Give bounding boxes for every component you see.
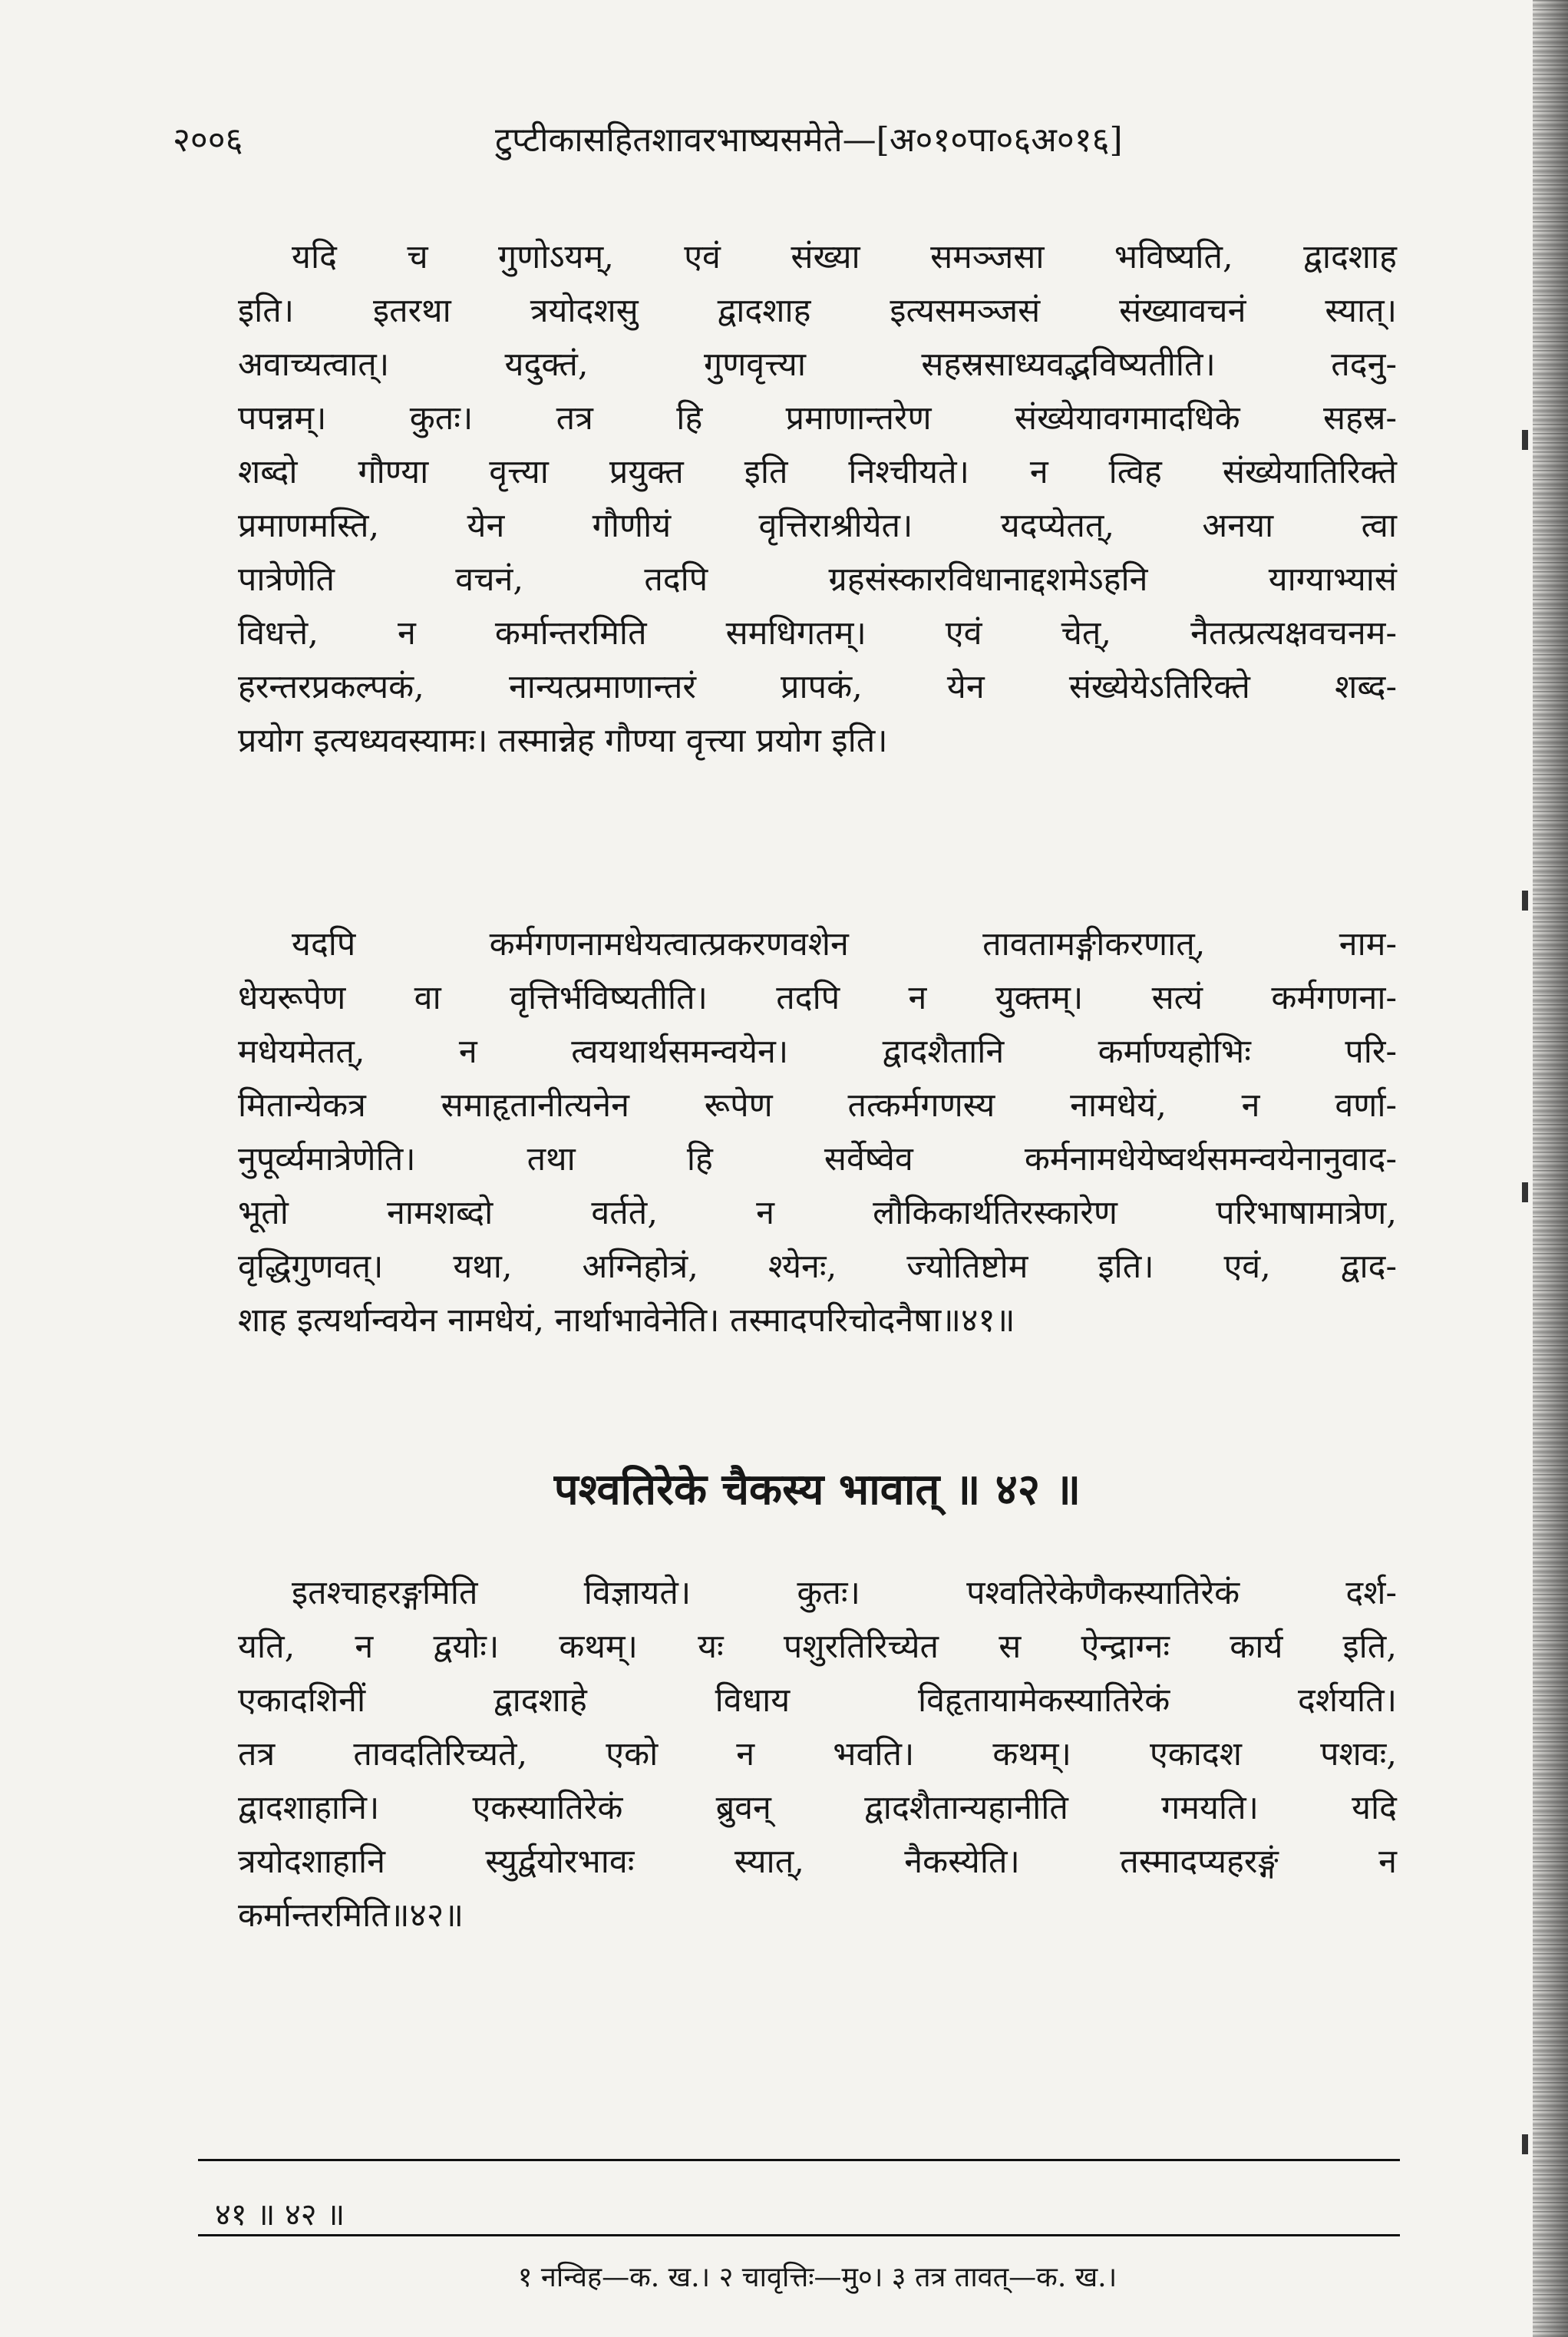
- bhashya-paragraph-3: [238, 1566, 1397, 1942]
- text-line: वृद्धिगुणवत्। यथा, अग्निहोत्रं, श्येनः, ज्योतिष्टोम इति। एवं, द्वाद-: [238, 1248, 1397, 1286]
- text-line: इति। इतरथा त्रयोदशसु द्वादशाह इत्यसमञ्जसं संख्यावचनं स्यात्।: [238, 292, 1397, 330]
- page-header: [173, 115, 1401, 177]
- text-line: यदि च गुणोऽयम्, एवं संख्या समञ्जसा भविष्यति, द्वादशाह: [292, 238, 1397, 276]
- sutra-references: ४१ ॥ ४२ ॥: [215, 2197, 345, 2233]
- text-line: विधत्ते, न कर्मान्तरमिति समधिगतम्। एवं चेत्, नैतत्प्रत्यक्षवचनम-: [238, 614, 1397, 653]
- divider: [198, 2159, 1400, 2161]
- divider: [198, 2234, 1400, 2236]
- text-line: इतश्चाहरङ्गमिति विज्ञायते। कुतः। पश्वतिरेकेणैकस्यातिरेकं दर्श-: [292, 1574, 1397, 1612]
- text-line: अवाच्यत्वात्। यदुक्तं, गुणवृत्त्या सहस्रसाध्यवद्भविष्यतीति। तदनु-: [238, 345, 1397, 384]
- text-line: शाह इत्यर्थान्वयेन नामधेयं, नार्थाभावेनेति। तस्मादपरिचोदनैषा॥४१॥: [238, 1301, 1015, 1340]
- text-line: यति, न द्वयोः। कथम्। यः पशुरतिरिच्येत स ऐन्द्राग्नः कार्य इति,: [238, 1628, 1397, 1666]
- page-number: २००६: [173, 121, 243, 160]
- sutra-heading: पश्वतिरेके चैकस्य भावात् ॥ ४२ ॥: [553, 1464, 1081, 1515]
- text-line: भूतो नामशब्दो वर्तते, न लौकिकार्थतिरस्कारेण परिभाषामात्रेण,: [238, 1194, 1397, 1232]
- text-line: प्रमाणमस्ति, येन गौणीयं वृत्तिराश्रीयेत। यदप्येतत्, अनया त्वा: [238, 507, 1397, 545]
- edge-mark: [1522, 1182, 1528, 1202]
- text-line: मितान्येकत्र समाहृतानीत्यनेन रूपेण तत्कर्मगणस्य नामधेयं, न वर्णा-: [238, 1086, 1397, 1125]
- text-line: हरन्तरप्रकल्पकं, नान्यत्प्रमाणान्तरं प्रापकं, येन संख्येयेऽतिरिक्ते शब्द-: [238, 668, 1397, 706]
- text-line: पपन्नम्। कुतः। तत्र हि प्रमाणान्तरेण संख्येयावगमादधिके सहस्र-: [238, 399, 1397, 438]
- text-line: एकादशिनीं द्वादशाहे विधाय विहृतायामेकस्यातिरेकं दर्शयति।: [238, 1681, 1397, 1720]
- edge-mark: [1522, 891, 1528, 911]
- edge-mark: [1522, 430, 1528, 450]
- text-line: नुपूर्व्यमात्रेणेति। तथा हि सर्वेष्वेव कर्मनामधेयेष्वर्थसमन्वयेनानुवाद-: [238, 1140, 1397, 1178]
- text-line: कर्मान्तरमिति॥४२॥: [238, 1896, 464, 1935]
- footnote: १ नन्विह—क. ख.। २ चावृत्तिः—मु०। ३ तत्र तावत्—क. ख.।: [517, 2262, 1117, 2293]
- scanned-page-edge: [1533, 0, 1568, 2337]
- text-line: तत्र तावदतिरिच्यते, एको न भवति। कथम्। एकादश पशवः,: [238, 1735, 1397, 1773]
- text-line: त्रयोदशाहानि स्युर्द्वयोरभावः स्यात्, नैकस्येति। तस्मादप्यहरङ्गं न: [238, 1843, 1397, 1881]
- text-line: प्रयोग इत्यध्यवस्यामः। तस्मान्नेह गौण्या वृत्त्या प्रयोग इति।: [238, 722, 888, 760]
- text-line: शब्दो गौण्या वृत्त्या प्रयुक्त इति निश्चीयते। न त्विह संख्येयातिरिक्ते: [238, 453, 1397, 491]
- running-title: टुप्टीकासहितशावरभाष्यसमेते—[अ०१०पा०६अ०१६]: [495, 121, 1123, 160]
- text-line: धेयरूपेण वा वृत्तिर्भविष्यतीति। तदपि न युक्तम्। सत्यं कर्मगणना-: [238, 979, 1397, 1017]
- edge-mark: [1522, 2134, 1528, 2154]
- text-line: पात्रेणेति वचनं, तदपि ग्रहसंस्कारविधानाद्दशमेऽहनि याग्याभ्यासं: [238, 560, 1397, 599]
- bhashya-paragraph-2: [238, 917, 1397, 1347]
- text-line: द्वादशाहानि। एकस्यातिरेकं ब्रुवन् द्वादशैतान्यहानीति गमयति। यदि: [238, 1789, 1397, 1827]
- bhashya-paragraph-1: [238, 230, 1397, 768]
- text-line: मधेयमेतत्, न त्वयथार्थसमन्वयेन। द्वादशैतानि कर्माण्यहोभिः परि-: [238, 1033, 1397, 1071]
- text-line: यदपि कर्मगणनामधेयत्वात्प्रकरणवशेन तावतामङ्गीकरणात्, नाम-: [292, 925, 1397, 964]
